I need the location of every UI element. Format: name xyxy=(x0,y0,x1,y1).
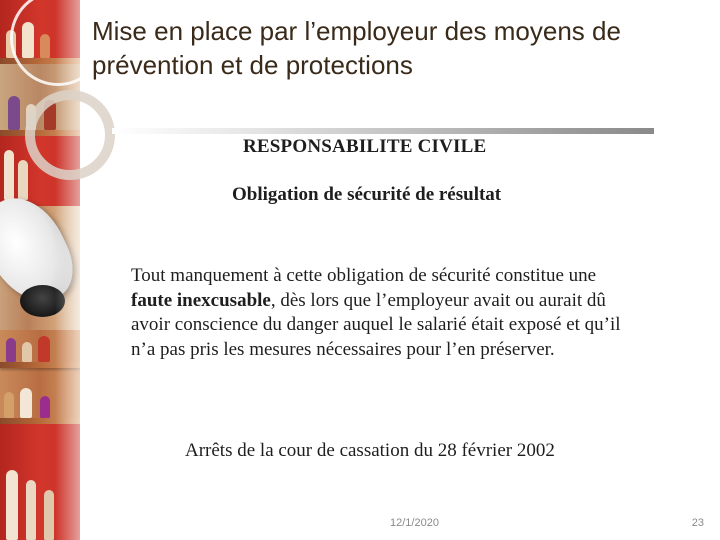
bottle xyxy=(18,160,28,200)
slide-title: Mise en place par l’employeur des moyens de prévention et de protections xyxy=(92,16,621,80)
paragraph-text: , dès lors que l’employeur avait ou aurait dû avoir conscience du danger auquel le salarié était exposé et qu’il n’a pas pris les mesures nécessaires pour l’en préserver. xyxy=(131,289,621,360)
bottle xyxy=(6,470,18,540)
bottle xyxy=(38,336,50,362)
document-subheading: Obligation de sécurité de résultat xyxy=(232,184,502,205)
bottle xyxy=(20,388,32,418)
bottle xyxy=(4,150,14,200)
bottle xyxy=(26,480,36,540)
bottle xyxy=(22,342,32,362)
document-heading: RESPONSABILITE CIVILE xyxy=(243,136,487,154)
slide-number: 23 xyxy=(691,517,704,529)
document-reference: Arrêts de la cour de cassation du 28 février 2002 xyxy=(185,440,555,461)
bottle xyxy=(4,392,14,418)
footer-date: 12/1/2020 xyxy=(390,517,439,529)
bottle xyxy=(44,490,54,540)
bottle xyxy=(40,396,50,418)
paragraph-bold-text: faute inexcusable xyxy=(131,289,271,311)
bottle xyxy=(8,96,20,130)
decorative-ring xyxy=(25,90,115,180)
paragraph-text: Tout manquement à cette obligation de sécurité constitue une xyxy=(131,265,597,286)
bottle xyxy=(6,338,16,362)
document-paragraph xyxy=(131,264,631,362)
